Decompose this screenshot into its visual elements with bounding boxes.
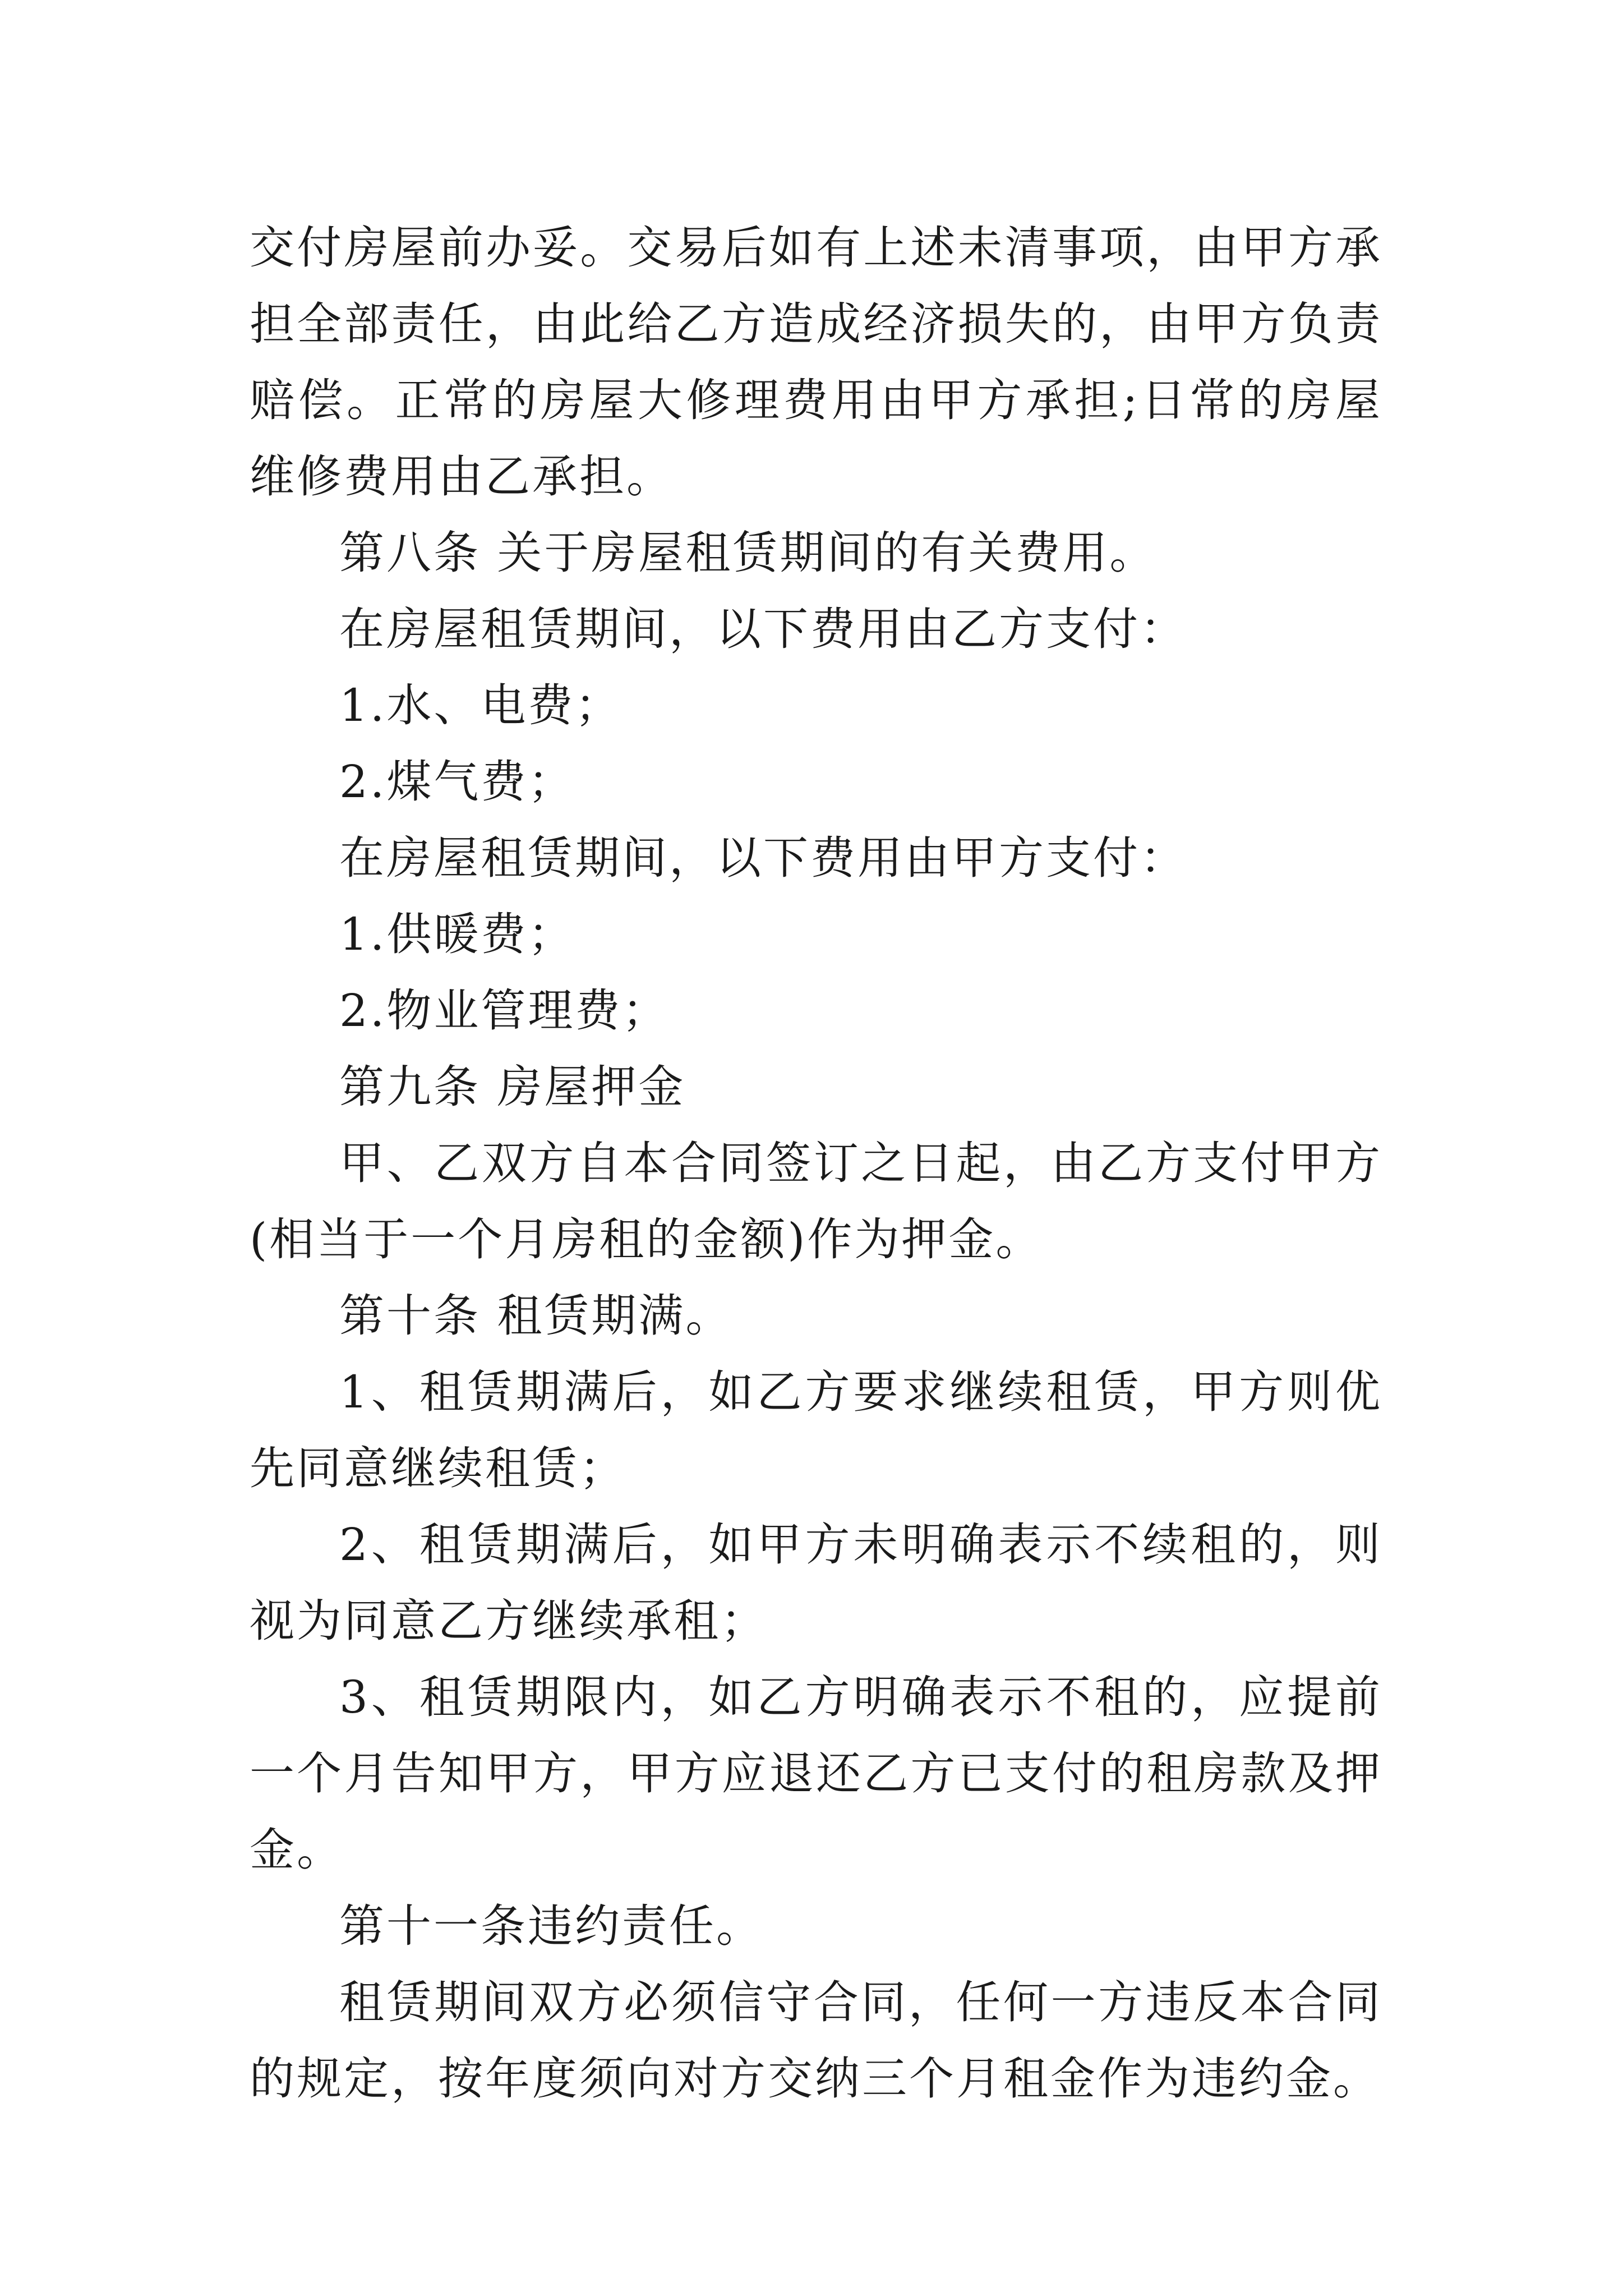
- lease-expiry-item-3: 3、租赁期限内，如乙方明确表示不租的，应提前一个月告知甲方，甲方应退还乙方已支付的租房款及押金。: [250, 1671, 1382, 1876]
- article-9-heading: 第九条 房屋押金: [339, 1061, 686, 1113]
- article-8-heading: 第八条 关于房屋租赁期间的有关费用。: [339, 527, 1157, 579]
- tenant-fees-intro: 在房屋租赁期间，以下费用由乙方支付：: [339, 603, 1187, 655]
- tenant-fee-item-1: 1.水、电费；: [339, 679, 623, 731]
- paragraph-continuation: 交付房屋前办妥。交易后如有上述未清事项，由甲方承担全部责任，由此给乙方造成经济损失的，由甲方负责赔偿。正常的房屋大修理费用由甲方承担;日常的房屋维修费用由乙承担。: [250, 222, 1382, 503]
- tenant-fee-item-2: 2.煤气费；: [339, 756, 575, 808]
- article-11-heading: 第十一条违约责任。: [339, 1900, 763, 1952]
- article-10-heading: 第十条 租赁期满。: [339, 1290, 733, 1342]
- landlord-fees-intro: 在房屋租赁期间，以下费用由甲方支付：: [339, 832, 1187, 884]
- landlord-fee-item-2: 2.物业管理费；: [339, 984, 670, 1037]
- deposit-paragraph: 甲、乙双方自本合同签订之日起，由乙方支付甲方(相当于一个月房租的金额)作为押金。: [250, 1137, 1382, 1266]
- lease-expiry-item-2: 2、租赁期满后，如甲方未明确表示不续租的，则视为同意乙方继续承租；: [250, 1519, 1382, 1647]
- lease-expiry-item-1: 1、租赁期满后，如乙方要求继续租赁，甲方则优先同意继续租赁；: [250, 1366, 1382, 1494]
- landlord-fee-item-1: 1.供暖费；: [339, 908, 575, 960]
- document-body: [250, 210, 1382, 2117]
- breach-paragraph: 租赁期间双方必须信守合同，任何一方违反本合同的规定，按年度须向对方交纳三个月租金作为违约金。: [250, 1976, 1382, 2105]
